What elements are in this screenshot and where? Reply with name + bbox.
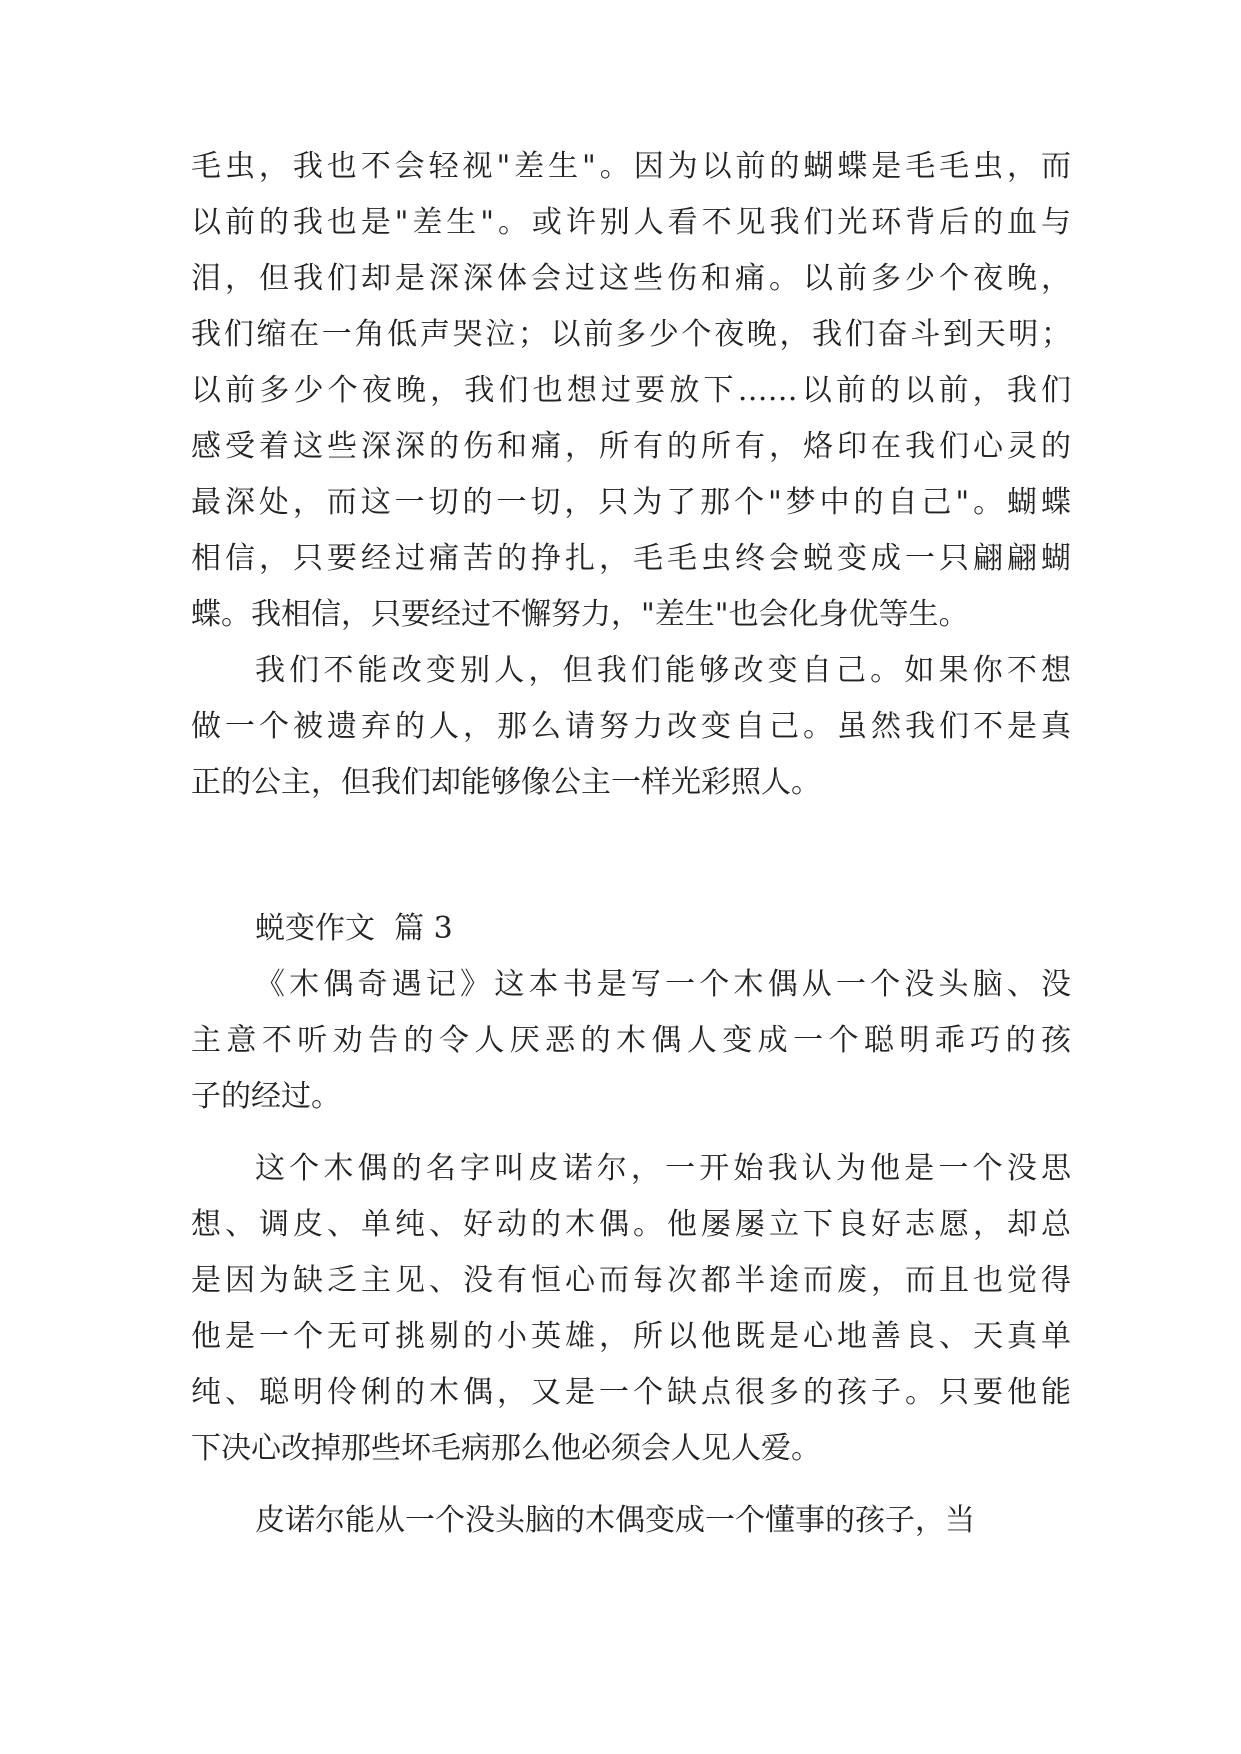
section-heading: 蜕变作文 篇 3 — [255, 911, 453, 946]
text-line: 纯、聪明伶俐的木偶，又是一个缺点很多的孩子。只要他能 — [191, 1375, 1071, 1410]
text-line: 主意不听劝告的令人厌恶的木偶人变成一个聪明乖巧的孩 — [191, 1023, 1071, 1058]
text-line: 毛虫，我也不会轻视"差生"。因为以前的蝴蝶是毛毛虫，而 — [191, 149, 1071, 184]
text-line: 下决心改掉那些坏毛病那么他必须会人见人爱。 — [191, 1431, 821, 1466]
text-line: 想、调皮、单纯、好动的木偶。他屡屡立下良好志愿，却总 — [191, 1207, 1071, 1242]
text-line: 最深处，而这一切的一切，只为了那个"梦中的自己"。蝴蝶 — [191, 485, 1071, 520]
text-line: 我们缩在一角低声哭泣；以前多少个夜晚，我们奋斗到天明； — [191, 317, 1071, 352]
text-line: 子的经过。 — [191, 1079, 341, 1114]
text-line: 他是一个无可挑剔的小英雄，所以他既是心地善良、天真单 — [191, 1319, 1071, 1354]
text-line: 这个木偶的名字叫皮诺尔，一开始我认为他是一个没思 — [255, 1151, 1071, 1186]
text-line: 泪，但我们却是深深体会过这些伤和痛。以前多少个夜晚， — [191, 261, 1071, 296]
text-line: 正的公主，但我们却能够像公主一样光彩照人。 — [191, 765, 821, 800]
text-line: 做一个被遗弃的人，那么请努力改变自己。虽然我们不是真 — [191, 709, 1071, 744]
text-line: 《木偶奇遇记》这本书是写一个木偶从一个没头脑、没 — [255, 967, 1071, 1002]
text-line: 感受着这些深深的伤和痛，所有的所有，烙印在我们心灵的 — [191, 429, 1071, 464]
text-line: 以前多少个夜晚，我们也想过要放下……以前的以前，我们 — [191, 373, 1071, 408]
text-line: 皮诺尔能从一个没头脑的木偶变成一个懂事的孩子，当 — [255, 1503, 975, 1538]
text-line: 蝶。我相信，只要经过不懈努力，"差生"也会化身优等生。 — [191, 597, 969, 632]
text-line: 是因为缺乏主见、没有恒心而每次都半途而废，而且也觉得 — [191, 1263, 1071, 1298]
text-line: 我们不能改变别人，但我们能够改变自己。如果你不想 — [255, 653, 1071, 688]
text-line: 相信，只要经过痛苦的挣扎，毛毛虫终会蜕变成一只翩翩蝴 — [191, 541, 1071, 576]
text-line: 以前的我也是"差生"。或许别人看不见我们光环背后的血与 — [191, 205, 1071, 240]
